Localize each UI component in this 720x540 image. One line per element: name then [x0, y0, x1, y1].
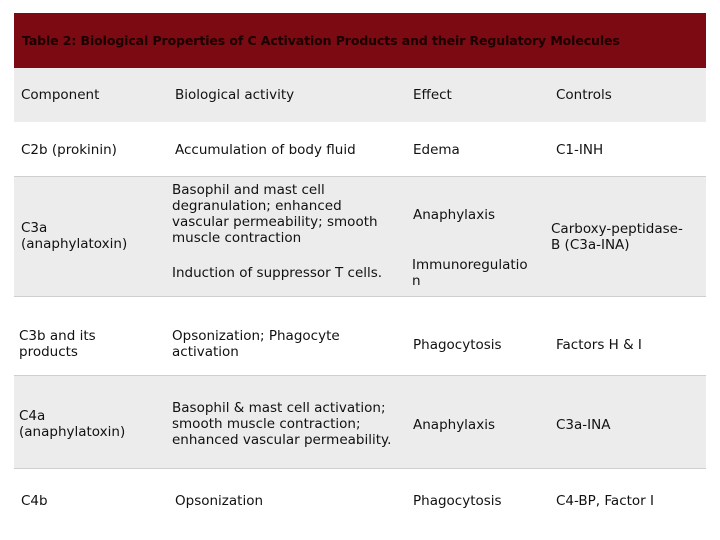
- row-component: C3a (anaphylatoxin): [21, 220, 128, 252]
- row-activity: Accumulation of body fluid: [175, 142, 356, 158]
- table-title: Table 2: Biological Properties of C Activation Products and their Regulatory Molecules: [22, 33, 620, 48]
- header-component: Component: [21, 87, 100, 103]
- row-effect: Anaphylaxis: [413, 207, 495, 223]
- table-row: [14, 469, 706, 533]
- row-effect: Phagocytosis: [413, 337, 502, 353]
- table-row: [14, 297, 706, 375]
- row-effect: Phagocytosis: [413, 493, 502, 509]
- row-effect: Edema: [413, 142, 460, 158]
- row-controls: C1-INH: [556, 142, 604, 158]
- row-effect: Anaphylaxis: [413, 417, 495, 433]
- row-component: C4b: [21, 493, 48, 509]
- table-header-row: [14, 68, 706, 122]
- row-controls: C3a-INA: [556, 417, 611, 433]
- table-row: [14, 376, 706, 468]
- row-component: C4a (anaphylatoxin): [19, 408, 126, 440]
- row-activity: Basophil & mast cell activation; smooth muscle contraction; enhanced vascular permeability.: [172, 400, 392, 448]
- row-component: C3b and its products: [19, 328, 96, 360]
- row-controls: Factors H & I: [556, 337, 642, 353]
- table-row: [14, 177, 706, 296]
- table-row: [14, 122, 706, 176]
- row-controls: Carboxy-peptidase- B (C3a-INA): [551, 221, 683, 253]
- row-effect-secondary: Immunoregulatio n: [412, 257, 528, 289]
- row-component: C2b (prokinin): [21, 142, 117, 158]
- header-activity: Biological activity: [175, 87, 295, 103]
- row-activity-secondary: Induction of suppressor T cells.: [172, 265, 383, 281]
- header-controls: Controls: [556, 87, 612, 103]
- row-activity: Opsonization: [175, 493, 264, 509]
- header-effect: Effect: [413, 87, 452, 103]
- row-activity: Opsonization; Phagocyte activation: [172, 328, 340, 360]
- row-activity: Basophil and mast cell degranulation; enhanced vascular permeability; smooth muscle contraction: [172, 182, 378, 246]
- row-controls: C4-BP, Factor I: [556, 493, 654, 509]
- table-title-bar: [14, 13, 706, 68]
